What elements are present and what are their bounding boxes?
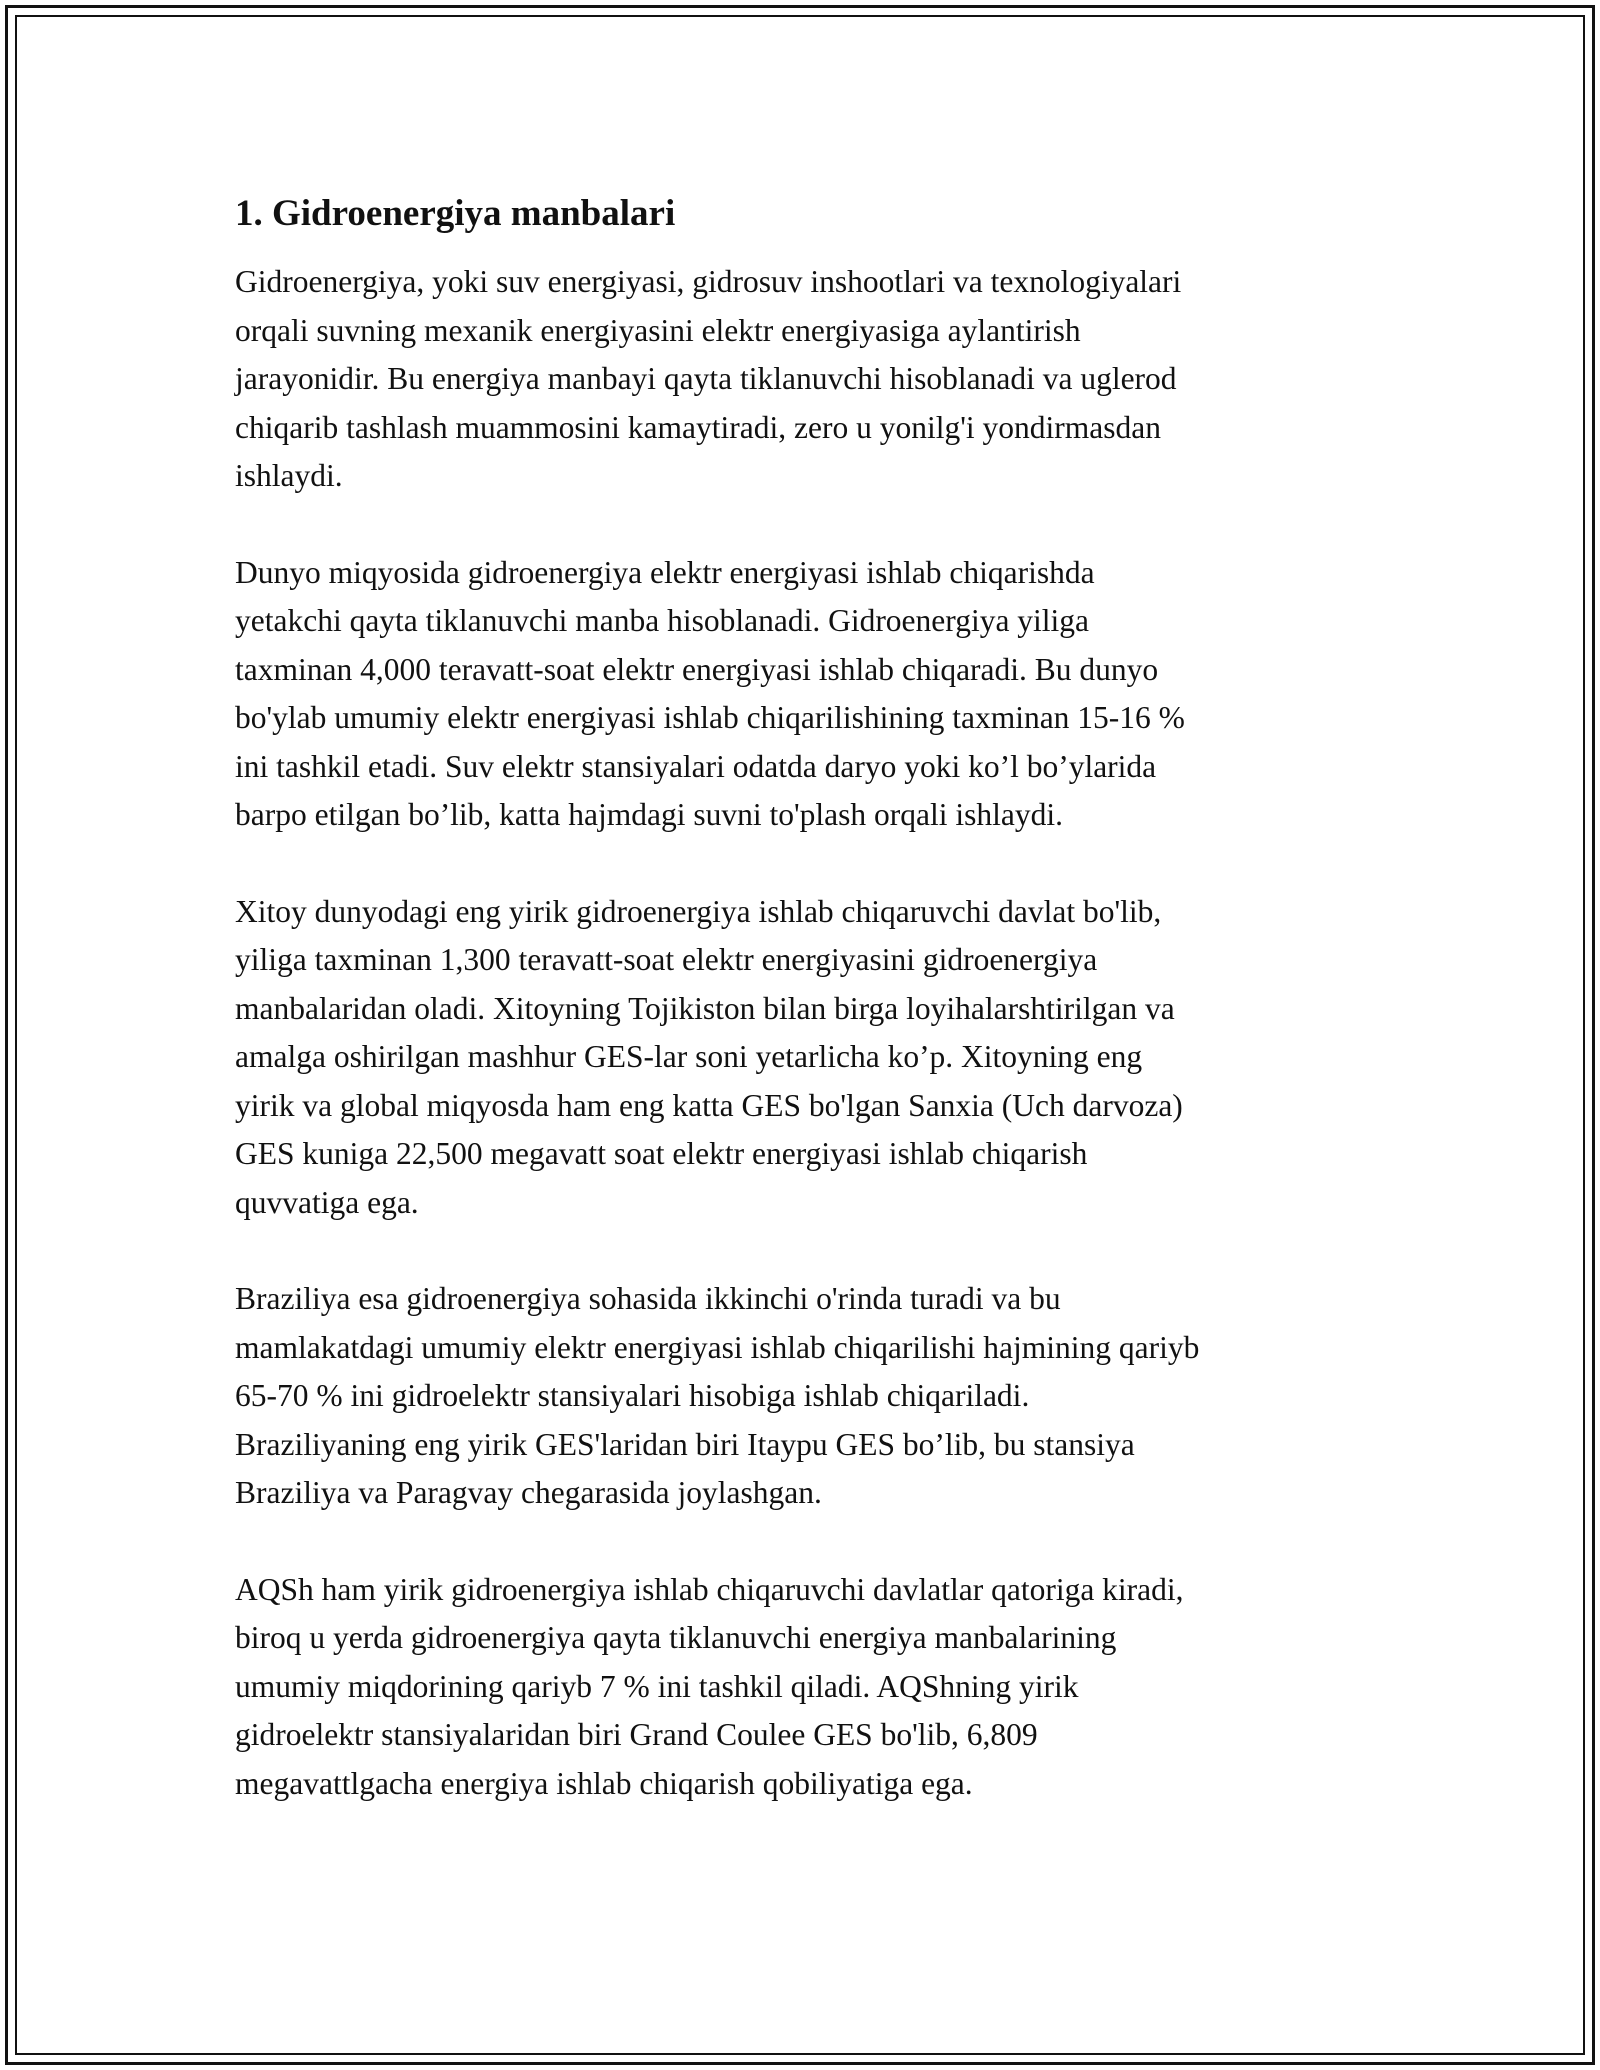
paragraph-world: Dunyo miqyosida gidroenergiya elektr energiyasi ishlab chiqarishda yetakchi qayta tiklanuvchi manba hisoblanadi. Gidroenergiya yiliga taxminan 4,000 teravatt-soat elektr energiyasi ishlab chiqaradi. Bu dunyo bo'ylab umumiy elektr energiyasi ishlab chiqarilishining taxminan 15-16 % ini tashkil etadi. Suv elektr stansiyalari odatda daryo yoki ko’l bo’ylarida barpo etilgan bo’lib, katta hajmdagi suvni to'plash orqali ishlaydi. — [235, 554, 1185, 832]
paragraph-intro: Gidroenergiya, yoki suv energiyasi, gidrosuv inshootlari va texnologiyalari orqali suvning mexanik energiyasini elektr energiyasiga aylantirish jarayonidir. Bu energiya manbayi qayta tiklanuvchi hisoblanadi va uglerod chiqarib tashlash muammosini kamaytiradi, zero u yonilg'i yondirmasdan ishlaydi. — [235, 264, 1182, 493]
paragraph-china: Xitoy dunyodagi eng yirik gidroenergiya ishlab chiqaruvchi davlat bo'lib, yiliga taxminan 1,300 teravatt-soat elektr energiyasini gidroenergiya manbalaridan oladi. Xitoyning Tojikiston bilan birga loyihalarshtirilgan va amalga oshirilgan mashhur GES-lar soni yetarlicha ko’p. Xitoyning eng yirik va global miqyosda ham eng katta GES bo'lgan Sanxia (Uch darvoza) GES kuniga 22,500 megavatt soat elektr energiyasi ishlab chiqarish quvvatiga ega. — [235, 893, 1183, 1220]
document-body — [235, 188, 1370, 1856]
paragraph-usa: AQSh ham yirik gidroenergiya ishlab chiqaruvchi davlatlar qatoriga kiradi, biroq u yerda gidroenergiya qayta tiklanuvchi energiya manbalarining umumiy miqdorining qariyb 7 % ini tashkil qiladi. AQShning yirik gidroelektr stansiyalaridan biri Grand Coulee GES bo'lib, 6,809 megavattlgacha energiya ishlab chiqarish qobiliyatiga ega. — [235, 1571, 1184, 1801]
paragraph-brazil: Braziliya esa gidroenergiya sohasida ikkinchi o'rinda turadi va bu mamlakatdagi umumiy elektr energiyasi ishlab chiqarilishi hajmining qariyb 65-70 % ini gidroelektr stansiyalari hisobiga ishlab chiqariladi. Braziliyaning eng yirik GES'laridan biri Itaypu GES bo’lib, bu stansiya Braziliya va Paragvay chegarasida joylashgan. — [235, 1281, 1200, 1510]
document-title: 1. Gidroenergiya manbalari — [235, 193, 676, 234]
